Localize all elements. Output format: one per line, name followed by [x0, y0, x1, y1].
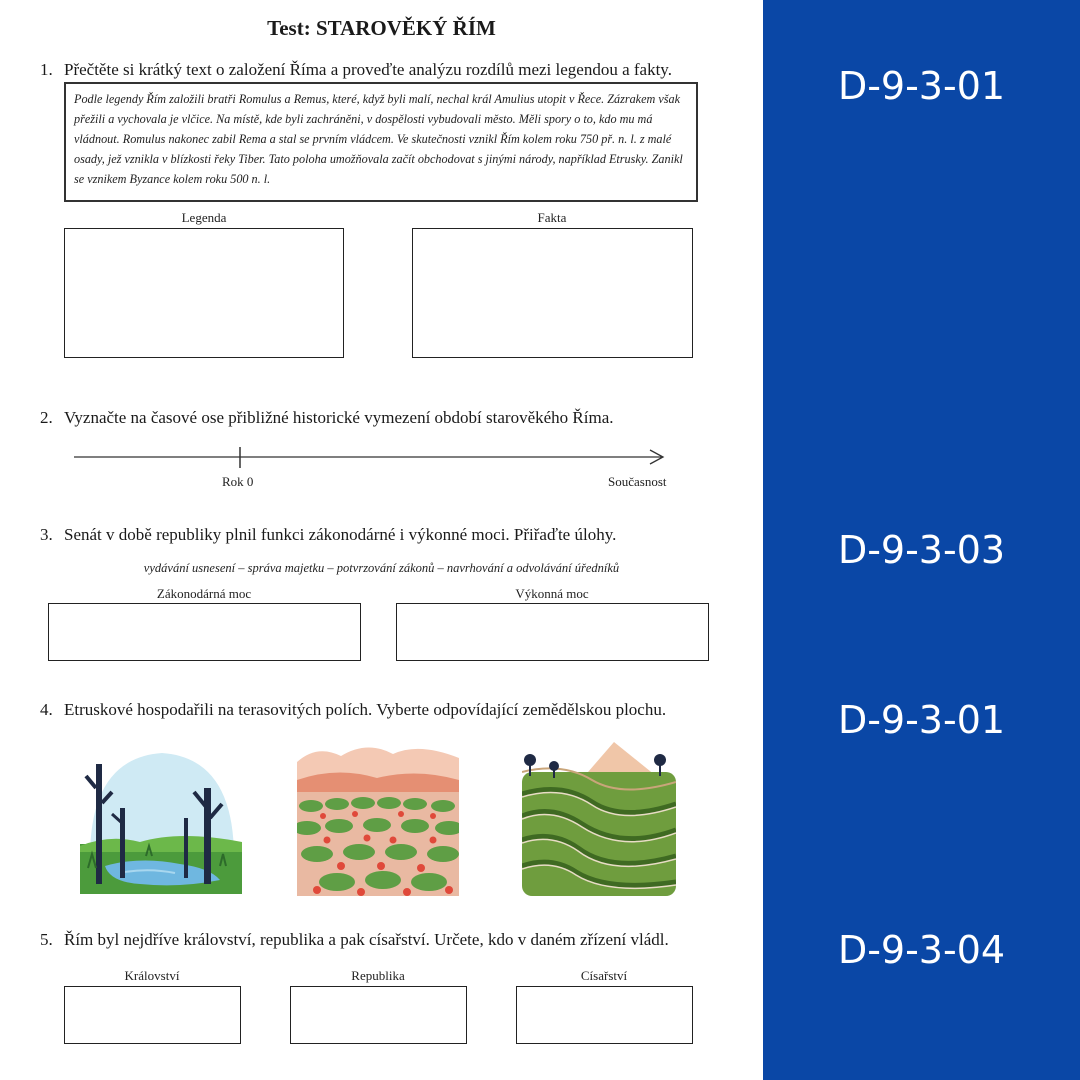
- empire-label: Císařství: [580, 968, 628, 983]
- question-2-number: 2.: [40, 408, 53, 427]
- legend-label: Legenda: [181, 210, 227, 225]
- republic-label: Republika: [351, 968, 405, 983]
- curriculum-code-q3: D-9-3-03: [837, 528, 1006, 572]
- legislative-label: Zákonodárná moc: [156, 586, 252, 601]
- curriculum-code-panel: [763, 0, 1080, 1080]
- kingdom-answer-box[interactable]: [64, 986, 241, 1044]
- question-4-text: Etruskové hospodařili na terasovitých polích. Vyberte odpovídající zemědělskou plochu.: [64, 700, 667, 719]
- question-4-number: 4.: [40, 700, 53, 719]
- timeline-year-zero-label: Rok 0: [222, 474, 254, 489]
- legend-answer-box[interactable]: [64, 228, 344, 358]
- curriculum-code-q4: D-9-3-01: [837, 698, 1006, 742]
- test-title: Test: STAROVĚKÝ ŘÍM: [267, 16, 496, 40]
- senate-tasks-list: vydávání usnesení – správa majetku – potvrzování zákonů – navrhování a odvolávání úředníků: [143, 561, 620, 575]
- question-5: [40, 930, 669, 950]
- passage-box: Podle legendy Řím založili bratři Romulus a Remus, které, když byli malí, nechal král Amulius utopit v Řece. Zázrakem však přežili a vychovala je vlčice. Na místě, kde byli zachráněni, v dospělosti vybudovali město. Měli spory o to, kdo mu má vládnout. Romulus nakonec zabil Rema a stal se prvním vládcem. Ve skutečnosti vznikl Řím kolem roku 750 př. n. l. z malé osady, jež vznikla v blízkosti řeky Tiber. Tato poloha umožňovala začít obchodovat s jinými národy, například Etrusky. Zanikl se vznikem Byzance kolem roku 500 n. l.: [64, 82, 698, 202]
- empire-answer-box[interactable]: [516, 986, 693, 1044]
- question-5-number: 5.: [40, 930, 53, 949]
- timeline-present-label: Současnost: [608, 474, 667, 489]
- question-1: [40, 60, 672, 80]
- question-1-text: Přečtěte si krátký text o založení Říma a proveďte analýzu rozdílů mezi legendou a fakty.: [64, 60, 672, 79]
- facts-answer-box[interactable]: [412, 228, 693, 358]
- timeline-axis[interactable]: [70, 444, 670, 474]
- question-3-text: Senát v době republiky plnil funkci zákonodárné i výkonné moci. Přiřaďte úlohy.: [64, 525, 617, 544]
- swamp-image[interactable]: [80, 748, 242, 894]
- question-3-number: 3.: [40, 525, 53, 544]
- kingdom-label: Království: [124, 968, 180, 983]
- legislative-answer-box[interactable]: [48, 603, 361, 661]
- executive-answer-box[interactable]: [396, 603, 709, 661]
- terraced-fields-image[interactable]: [522, 742, 676, 896]
- curriculum-code-q1: D-9-3-01: [837, 64, 1006, 108]
- curriculum-code-q5: D-9-3-04: [837, 928, 1006, 972]
- question-1-number: 1.: [40, 60, 53, 79]
- facts-label: Fakta: [537, 210, 567, 225]
- question-5-text: Řím byl nejdříve království, republika a pak císařství. Určete, kdo v daném zřízení vládl.: [64, 930, 669, 949]
- question-2-text: Vyznačte na časové ose přibližné historické vymezení období starověkého Říma.: [64, 408, 614, 427]
- orchard-image[interactable]: [297, 740, 459, 896]
- republic-answer-box[interactable]: [290, 986, 467, 1044]
- question-2: [40, 408, 614, 428]
- question-4: [40, 700, 666, 720]
- question-3: [40, 525, 616, 545]
- executive-label: Výkonná moc: [515, 586, 589, 601]
